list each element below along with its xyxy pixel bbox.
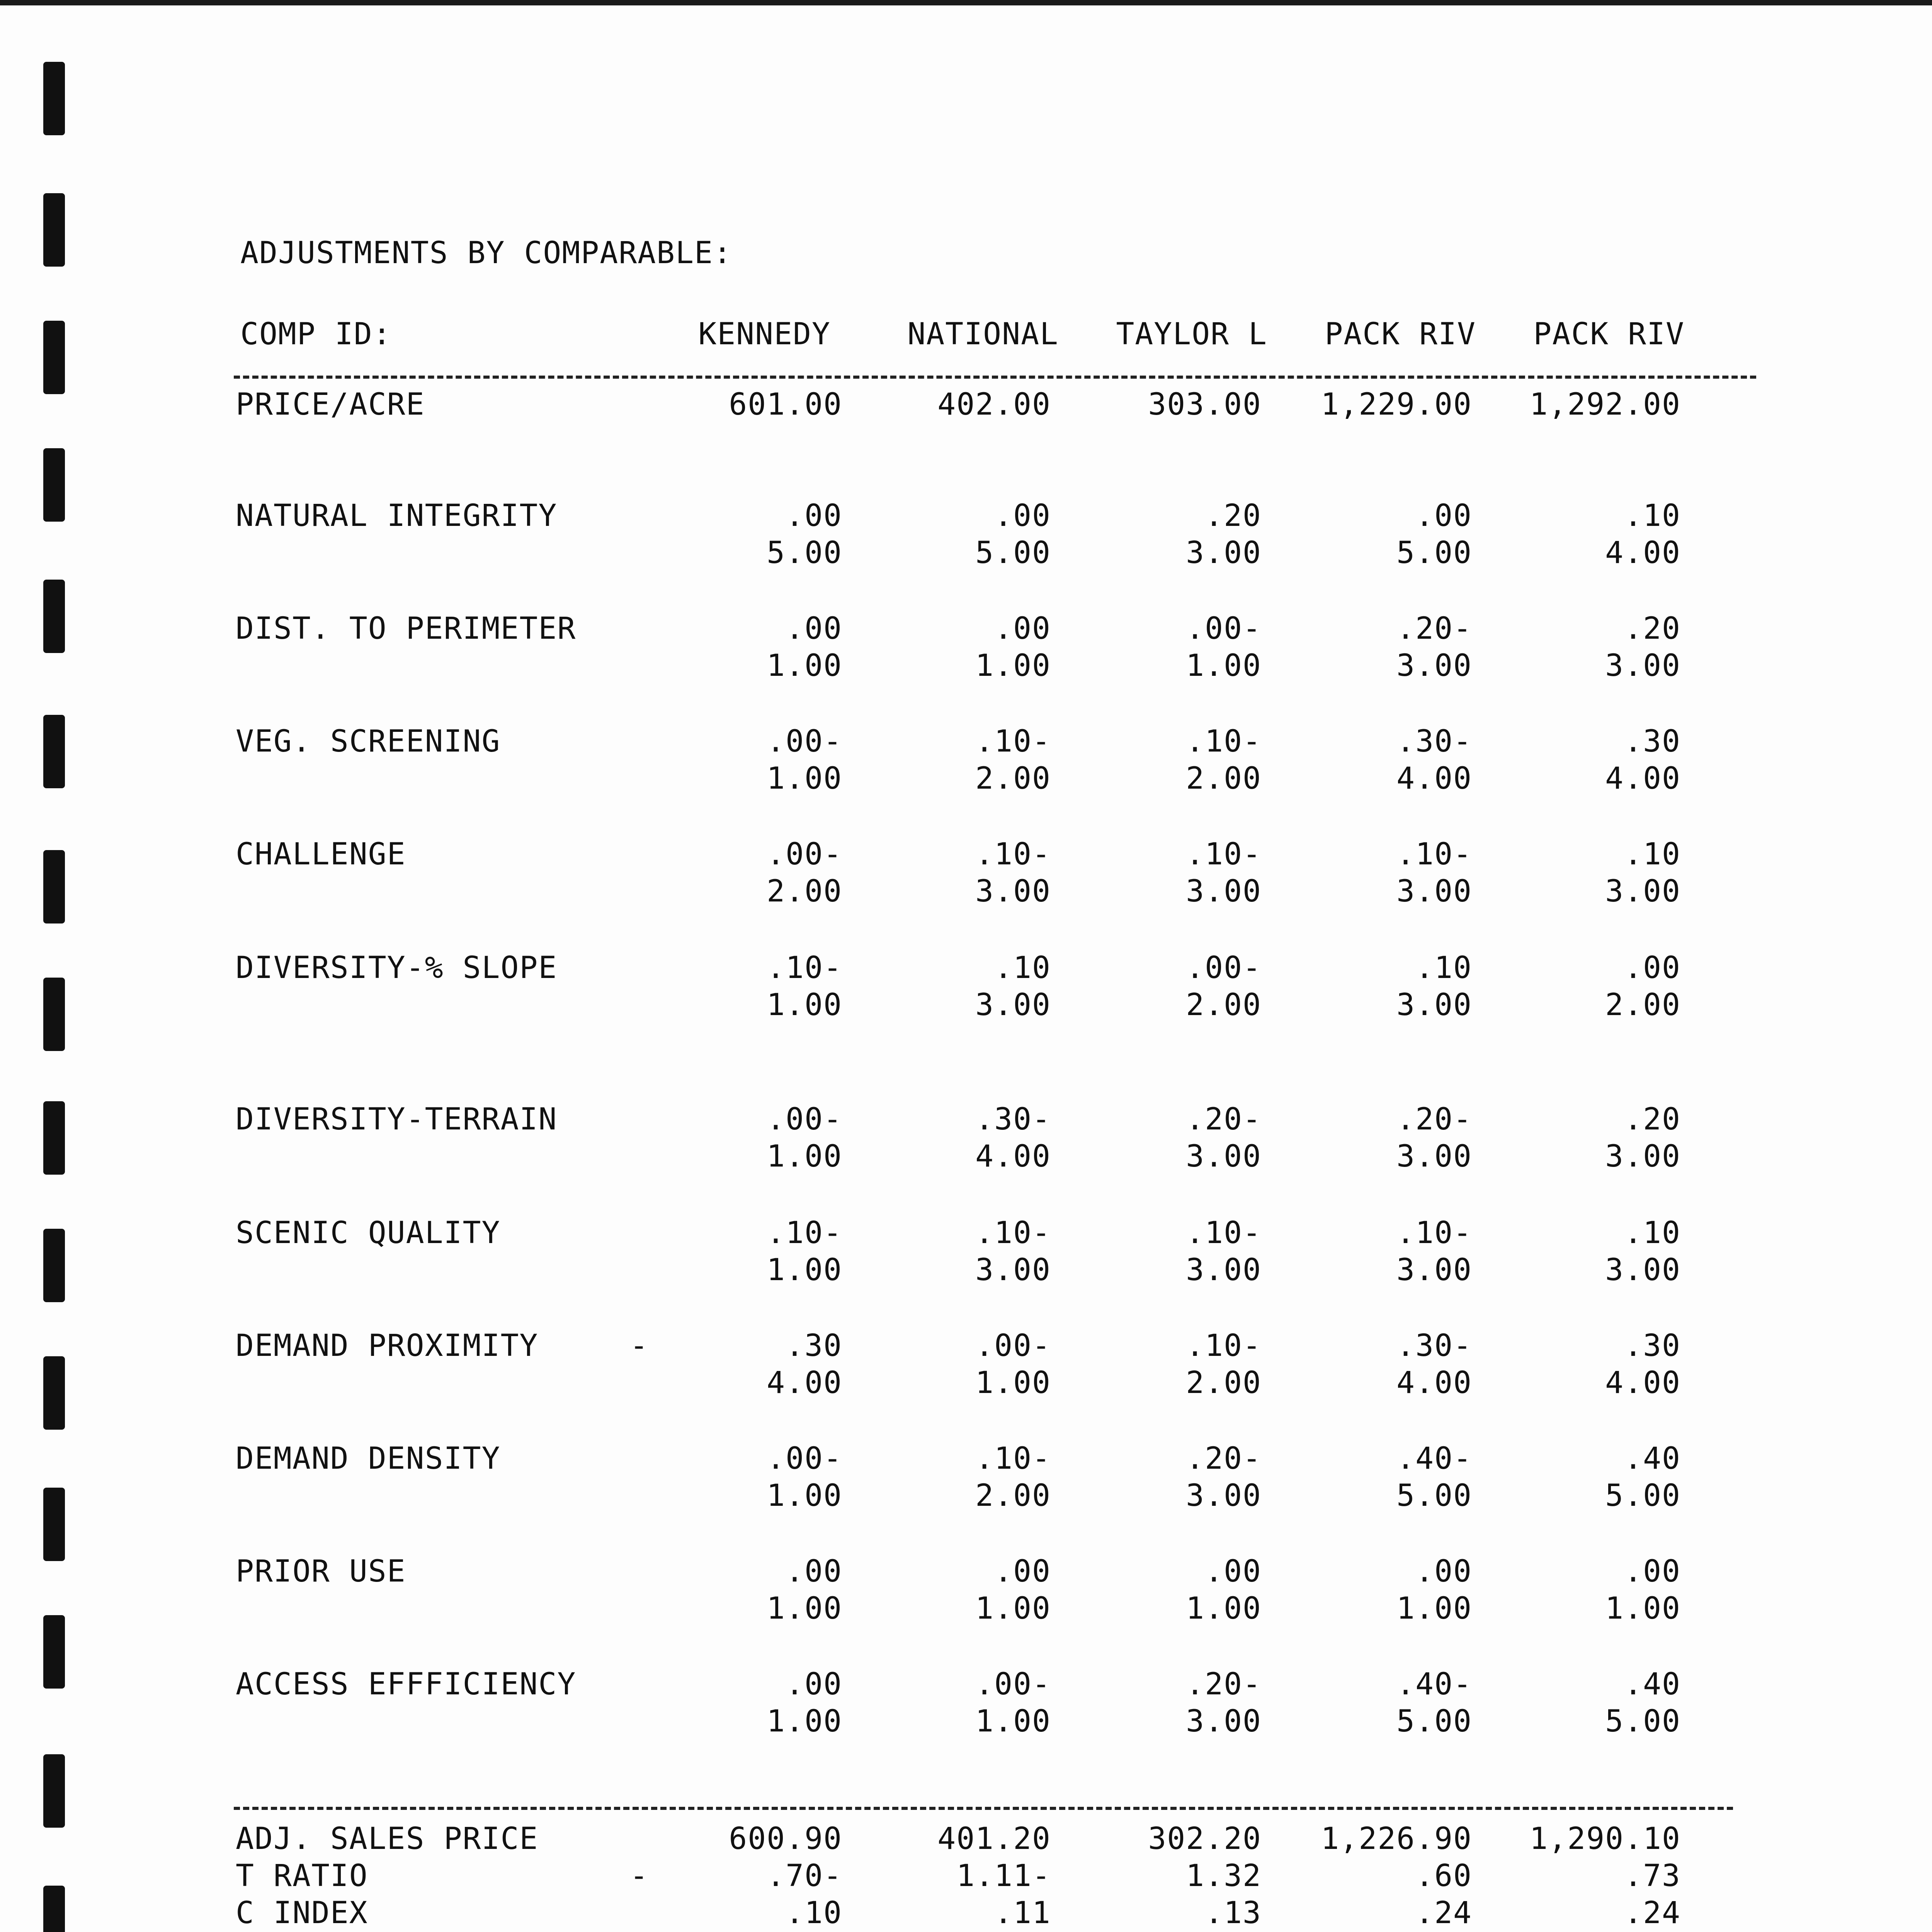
adjustment-value: .10- bbox=[767, 1216, 842, 1250]
summary-value: .11 bbox=[994, 1896, 1051, 1930]
weight-value: 3.00 bbox=[1396, 1139, 1472, 1174]
weight-value: 3.00 bbox=[975, 874, 1051, 909]
adjustment-value: .10- bbox=[1186, 837, 1262, 872]
adjustment-value: .00- bbox=[767, 1102, 842, 1137]
price-acre-value: 1,292.00 bbox=[1529, 387, 1681, 422]
adjustment-value: .30- bbox=[975, 1102, 1051, 1137]
document-title: ADJUSTMENTS BY COMPARABLE: bbox=[240, 236, 732, 270]
adjustment-value: .10 bbox=[1624, 1216, 1681, 1250]
summary-value: 302.20 bbox=[1148, 1821, 1262, 1856]
factor-label: NATURAL INTEGRITY bbox=[236, 498, 558, 533]
adjustment-value: .40- bbox=[1396, 1667, 1472, 1702]
adjustment-value: .30 bbox=[1624, 724, 1681, 759]
summary-label: C INDEX bbox=[236, 1896, 368, 1930]
adjustment-value: .10- bbox=[1396, 837, 1472, 872]
summary-value: 1,226.90 bbox=[1321, 1821, 1472, 1856]
factor-label: CHALLENGE bbox=[236, 837, 406, 872]
summary-label: ADJ. SALES PRICE bbox=[236, 1821, 539, 1856]
adjustment-value: .00- bbox=[1186, 951, 1262, 985]
weight-value: 5.00 bbox=[1605, 1704, 1681, 1739]
adjustment-value: .00 bbox=[994, 1554, 1051, 1589]
adjustment-value: .20- bbox=[1186, 1102, 1262, 1137]
adjustment-value: .10 bbox=[1415, 951, 1472, 985]
punch-hole bbox=[43, 1754, 65, 1828]
summary-value: 1.11- bbox=[956, 1859, 1051, 1893]
adjustment-value: .30- bbox=[1396, 1328, 1472, 1363]
summary-value: .10 bbox=[786, 1896, 842, 1930]
summary-value: 600.90 bbox=[729, 1821, 842, 1856]
weight-value: 4.00 bbox=[767, 1366, 842, 1400]
weight-value: 4.00 bbox=[1396, 761, 1472, 796]
summary-value: 1.32 bbox=[1186, 1859, 1262, 1893]
adjustment-value: .10- bbox=[975, 837, 1051, 872]
factor-label: SCENIC QUALITY bbox=[236, 1216, 501, 1250]
weight-value: 1.00 bbox=[1605, 1591, 1681, 1626]
weight-value: 3.00 bbox=[975, 1253, 1051, 1287]
summary-value: 1,290.10 bbox=[1529, 1821, 1681, 1856]
column-header-pack-riv-1: PACK RIV bbox=[1325, 317, 1476, 352]
punch-hole bbox=[43, 1101, 65, 1175]
adjustment-value: .00- bbox=[1186, 611, 1262, 646]
price-acre-value: 1,229.00 bbox=[1321, 387, 1472, 422]
weight-value: 2.00 bbox=[975, 1478, 1051, 1513]
price-acre-value: 402.00 bbox=[937, 387, 1051, 422]
weight-value: 2.00 bbox=[767, 874, 842, 909]
weight-value: 3.00 bbox=[1396, 874, 1472, 909]
adjustment-value: .00- bbox=[975, 1328, 1051, 1363]
adjustment-value: .00 bbox=[1415, 1554, 1472, 1589]
weight-value: 1.00 bbox=[1186, 1591, 1262, 1626]
weight-value: 4.00 bbox=[1396, 1366, 1472, 1400]
weight-value: 3.00 bbox=[1186, 1704, 1262, 1739]
weight-value: 1.00 bbox=[767, 1253, 842, 1287]
weight-value: 4.00 bbox=[1605, 536, 1681, 570]
adjustment-value: .40 bbox=[1624, 1441, 1681, 1476]
summary-value: .73 bbox=[1624, 1859, 1681, 1893]
factor-label: DEMAND PROXIMITY bbox=[236, 1328, 539, 1363]
weight-value: 3.00 bbox=[1396, 988, 1472, 1022]
weight-value: 5.00 bbox=[1605, 1478, 1681, 1513]
adjustment-value: .00 bbox=[1415, 498, 1472, 533]
adjustment-value: .00- bbox=[767, 837, 842, 872]
weight-value: 1.00 bbox=[1396, 1591, 1472, 1626]
adjustment-value: .30 bbox=[786, 1328, 842, 1363]
weight-value: 1.00 bbox=[767, 1478, 842, 1513]
adjustment-value: .10- bbox=[975, 1216, 1051, 1250]
punch-hole bbox=[43, 580, 65, 653]
punch-hole bbox=[43, 321, 65, 394]
weight-value: 5.00 bbox=[1396, 536, 1472, 570]
weight-value: 2.00 bbox=[1186, 988, 1262, 1022]
price-acre-value: 601.00 bbox=[729, 387, 842, 422]
weight-value: 1.00 bbox=[975, 1704, 1051, 1739]
adjustment-value: .00- bbox=[975, 1667, 1051, 1702]
adjustment-value: .00 bbox=[786, 498, 842, 533]
factor-label: ACCESS EFFFICIENCY bbox=[236, 1667, 577, 1702]
adjustment-value: .20- bbox=[1186, 1667, 1262, 1702]
summary-value: .13 bbox=[1205, 1896, 1262, 1930]
adjustment-value: .10- bbox=[1186, 1328, 1262, 1363]
weight-value: 3.00 bbox=[1396, 1253, 1472, 1287]
punch-hole bbox=[43, 193, 65, 267]
adjustment-value: .10- bbox=[975, 1441, 1051, 1476]
adjustment-value: .10 bbox=[1624, 837, 1681, 872]
adjustment-value: .10- bbox=[767, 951, 842, 985]
weight-value: 3.00 bbox=[1605, 874, 1681, 909]
weight-value: 3.00 bbox=[1186, 536, 1262, 570]
summary-value: .24 bbox=[1415, 1896, 1472, 1930]
weight-value: 1.00 bbox=[767, 761, 842, 796]
side-mark: - bbox=[630, 1859, 648, 1893]
adjustment-value: .10- bbox=[1186, 1216, 1262, 1250]
punch-hole bbox=[43, 1886, 65, 1932]
adjustment-value: .10- bbox=[1396, 1216, 1472, 1250]
adjustment-value: .10 bbox=[1624, 498, 1681, 533]
weight-value: 3.00 bbox=[1396, 648, 1472, 683]
adjustment-value: .30- bbox=[1396, 724, 1472, 759]
weight-value: 1.00 bbox=[767, 1591, 842, 1626]
punch-hole bbox=[43, 1615, 65, 1689]
scan-top-border bbox=[0, 0, 1932, 5]
column-header-national: NATIONAL bbox=[907, 317, 1059, 352]
weight-value: 4.00 bbox=[1605, 761, 1681, 796]
column-header-taylor-l: TAYLOR L bbox=[1116, 317, 1267, 352]
adjustment-value: .10 bbox=[994, 951, 1051, 985]
factor-label: DIVERSITY-% SLOPE bbox=[236, 951, 558, 985]
weight-value: 3.00 bbox=[1186, 1478, 1262, 1513]
weight-value: 1.00 bbox=[975, 1366, 1051, 1400]
weight-value: 4.00 bbox=[975, 1139, 1051, 1174]
weight-value: 5.00 bbox=[767, 536, 842, 570]
weight-value: 2.00 bbox=[1186, 761, 1262, 796]
punch-hole bbox=[43, 850, 65, 923]
adjustment-value: .00 bbox=[1205, 1554, 1262, 1589]
summary-value: .60 bbox=[1415, 1859, 1472, 1893]
adjustment-value: .00 bbox=[1624, 951, 1681, 985]
weight-value: 1.00 bbox=[975, 1591, 1051, 1626]
weight-value: 3.00 bbox=[975, 988, 1051, 1022]
adjustment-value: .20 bbox=[1205, 498, 1262, 533]
punch-hole bbox=[43, 978, 65, 1051]
summary-label: T RATIO bbox=[236, 1859, 368, 1893]
adjustment-value: .00- bbox=[767, 1441, 842, 1476]
adjustment-value: .30 bbox=[1624, 1328, 1681, 1363]
weight-value: 2.00 bbox=[1186, 1366, 1262, 1400]
adjustment-value: .20- bbox=[1396, 1102, 1472, 1137]
adjustment-value: .00- bbox=[767, 724, 842, 759]
weight-value: 1.00 bbox=[1186, 648, 1262, 683]
weight-value: 3.00 bbox=[1605, 1139, 1681, 1174]
comp-id-label: COMP ID: bbox=[240, 317, 392, 352]
summary-value: 401.20 bbox=[937, 1821, 1051, 1856]
weight-value: 2.00 bbox=[975, 761, 1051, 796]
adjustment-value: .00 bbox=[994, 498, 1051, 533]
column-header-kennedy: KENNEDY bbox=[698, 317, 831, 352]
weight-value: 5.00 bbox=[1396, 1478, 1472, 1513]
adjustment-value: .10- bbox=[1186, 724, 1262, 759]
weight-value: 4.00 bbox=[1605, 1366, 1681, 1400]
punch-hole bbox=[43, 1488, 65, 1561]
punch-hole bbox=[43, 62, 65, 135]
adjustment-value: .20- bbox=[1396, 611, 1472, 646]
summary-value: .24 bbox=[1624, 1896, 1681, 1930]
adjustment-value: .40 bbox=[1624, 1667, 1681, 1702]
adjustment-value: .10- bbox=[975, 724, 1051, 759]
adjustment-value: .40- bbox=[1396, 1441, 1472, 1476]
adjustment-value: .20 bbox=[1624, 611, 1681, 646]
side-mark: - bbox=[630, 1328, 648, 1363]
adjustment-value: .00 bbox=[1624, 1554, 1681, 1589]
weight-value: 1.00 bbox=[767, 988, 842, 1022]
punch-hole bbox=[43, 1356, 65, 1430]
price-acre-value: 303.00 bbox=[1148, 387, 1262, 422]
weight-value: 3.00 bbox=[1605, 1253, 1681, 1287]
punch-hole bbox=[43, 715, 65, 788]
column-header-pack-riv-2: PACK RIV bbox=[1533, 317, 1685, 352]
adjustment-value: .20- bbox=[1186, 1441, 1262, 1476]
adjustment-value: .00 bbox=[994, 611, 1051, 646]
price-acre-label: PRICE/ACRE bbox=[236, 387, 425, 422]
weight-value: 3.00 bbox=[1186, 1253, 1262, 1287]
summary-divider bbox=[234, 1807, 1733, 1810]
weight-value: 1.00 bbox=[767, 648, 842, 683]
adjustment-value: .00 bbox=[786, 611, 842, 646]
adjustment-value: .00 bbox=[786, 1554, 842, 1589]
header-divider bbox=[234, 376, 1756, 379]
weight-value: 1.00 bbox=[975, 648, 1051, 683]
weight-value: 1.00 bbox=[767, 1139, 842, 1174]
factor-label: PRIOR USE bbox=[236, 1554, 406, 1589]
summary-value: .70- bbox=[767, 1859, 842, 1893]
weight-value: 2.00 bbox=[1605, 988, 1681, 1022]
factor-label: DIVERSITY-TERRAIN bbox=[236, 1102, 558, 1137]
weight-value: 3.00 bbox=[1605, 648, 1681, 683]
punch-hole bbox=[43, 1229, 65, 1302]
factor-label: DEMAND DENSITY bbox=[236, 1441, 501, 1476]
weight-value: 5.00 bbox=[1396, 1704, 1472, 1739]
weight-value: 3.00 bbox=[1186, 874, 1262, 909]
adjustment-value: .20 bbox=[1624, 1102, 1681, 1137]
adjustment-value: .00 bbox=[786, 1667, 842, 1702]
weight-value: 5.00 bbox=[975, 536, 1051, 570]
factor-label: VEG. SCREENING bbox=[236, 724, 501, 759]
factor-label: DIST. TO PERIMETER bbox=[236, 611, 577, 646]
weight-value: 1.00 bbox=[767, 1704, 842, 1739]
punch-hole bbox=[43, 448, 65, 522]
weight-value: 3.00 bbox=[1186, 1139, 1262, 1174]
